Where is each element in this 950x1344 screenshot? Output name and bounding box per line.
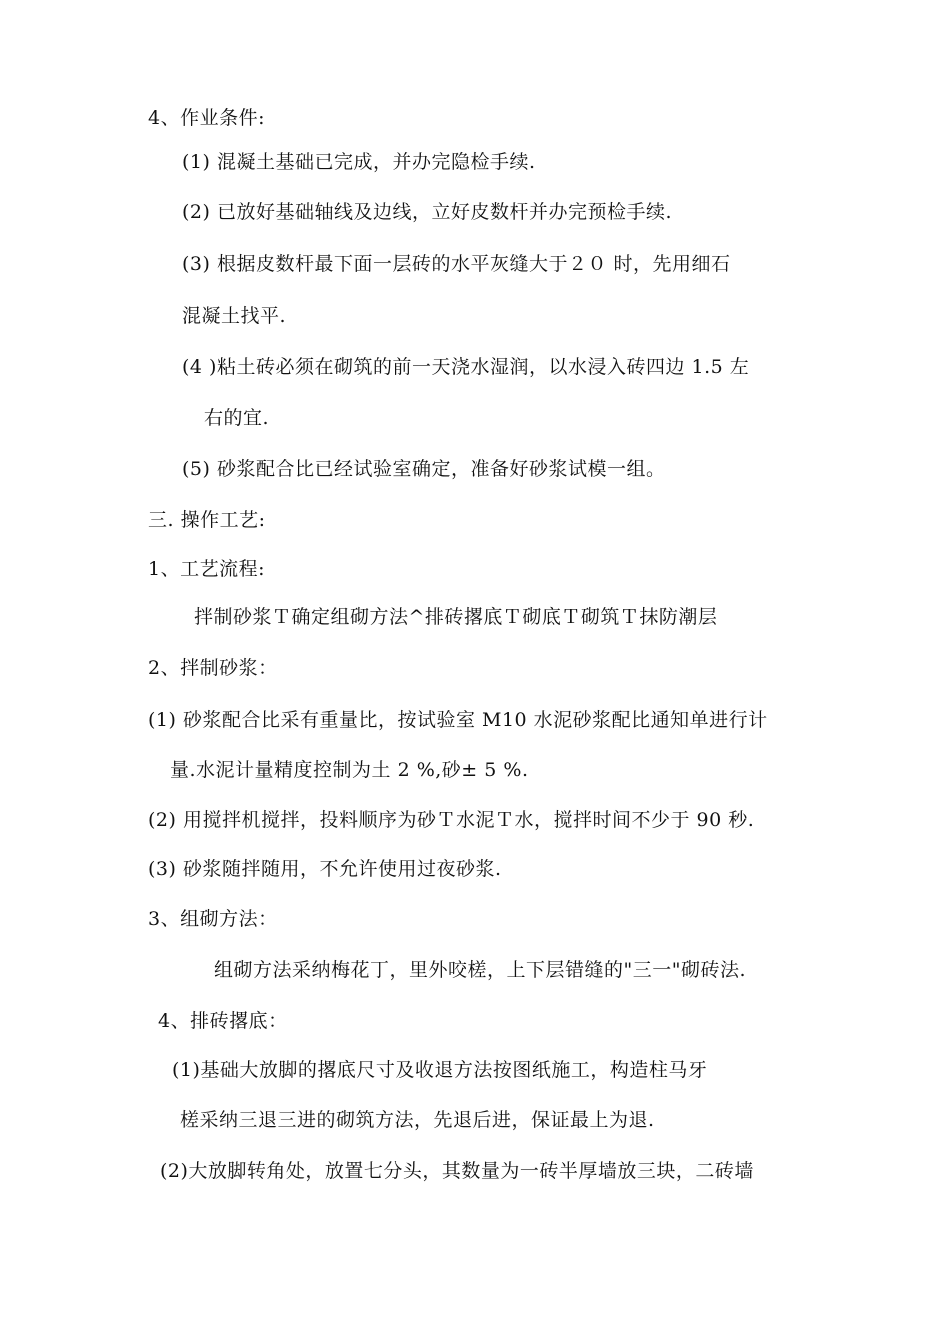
process-flow-text: 拌制砂浆Ｔ确定组砌方法^排砖撂底Ｔ砌底Ｔ砌筑Ｔ抹防潮层: [194, 606, 718, 628]
layout-item-1-cont: 槎采纳三退三进的砌筑方法，先退后进，保证最上为退.: [180, 1109, 655, 1131]
heading-mix-mortar: 2、拌制砂浆：: [148, 657, 278, 679]
condition-item-5: (5) 砂浆配合比已经试验室确定，准备好砂浆试模一组。: [182, 458, 666, 480]
condition-item-1: (1) 混凝土基础已完成，并办完隐检手续.: [182, 151, 536, 173]
layout-item-2: (2)大放脚转角处，放置七分头，其数量为一砖半厚墙放三块，二砖墙: [160, 1160, 754, 1182]
mortar-item-2: (2) 用搅拌机搅拌，投料顺序为砂Ｔ水泥Ｔ水，搅拌时间不少于 90 秒.: [148, 809, 755, 831]
condition-item-3: (3) 根据皮数杆最下面一层砖的水平灰缝大于２０ 时，先用细石: [182, 253, 731, 275]
bonding-method-text: 组砌方法采纳梅花丁，里外咬槎，上下层错缝的"三一"砌砖法.: [214, 959, 747, 981]
mortar-item-1: (1) 砂浆配合比采有重量比，按试验室 M10 水泥砂浆配比通知单进行计: [148, 709, 768, 731]
condition-item-2: (2) 已放好基础轴线及边线，立好皮数杆并办完预检手续.: [182, 201, 672, 223]
heading-process-flow: 1、工艺流程:: [148, 558, 265, 580]
mortar-item-1-cont: 量.水泥计量精度控制为土 2 %,砂± 5 %.: [170, 759, 529, 781]
mortar-item-3: (3) 砂浆随拌随用，不允许使用过夜砂浆.: [148, 858, 502, 880]
heading-work-conditions: 4、作业条件:: [148, 107, 265, 129]
heading-bonding-method: 3、组砌方法：: [148, 908, 278, 930]
condition-item-4: (4 )粘土砖必须在砌筑的前一天浇水湿润，以水浸入砖四边 1.5 左: [182, 356, 750, 378]
heading-brick-layout: 4、排砖撂底：: [158, 1010, 288, 1032]
condition-item-4-cont: 右的宜.: [204, 407, 270, 429]
heading-operation-process: 三. 操作工艺:: [148, 509, 266, 531]
condition-item-3-cont: 混凝土找平.: [182, 305, 287, 327]
layout-item-1: (1)基础大放脚的撂底尺寸及收退方法按图纸施工，构造柱马牙: [172, 1059, 708, 1081]
